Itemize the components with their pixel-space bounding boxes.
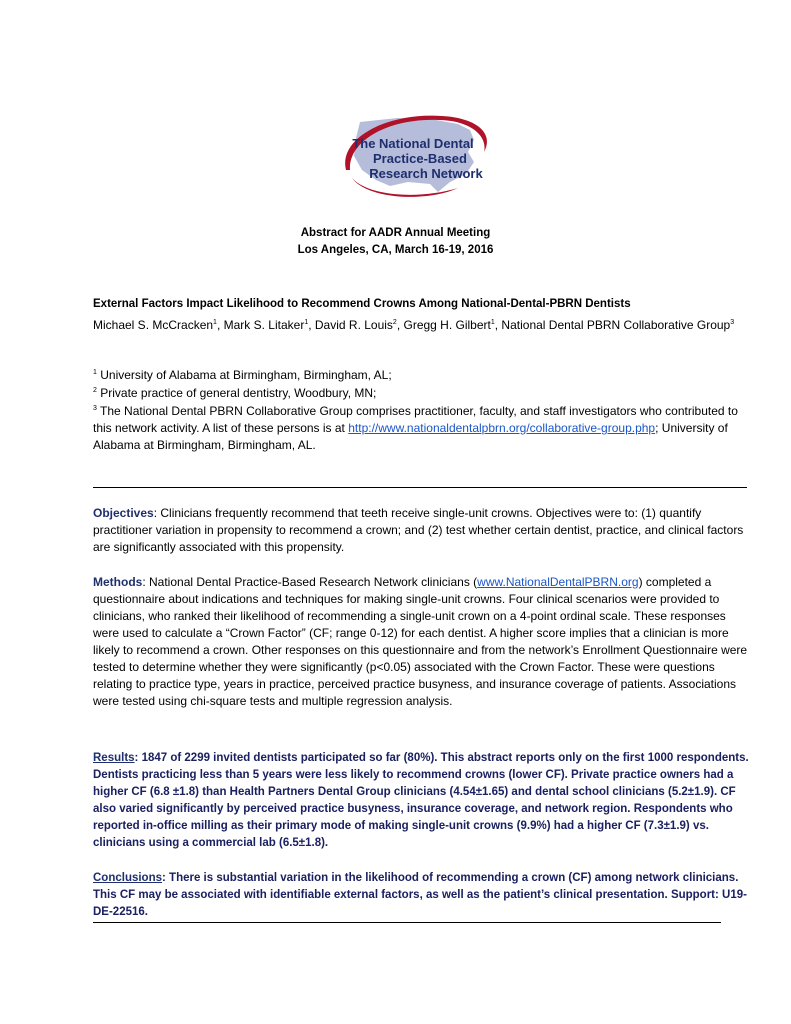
bottom-divider	[93, 922, 721, 923]
conclusions-label: Conclusions	[93, 872, 163, 884]
author-affil-mark: 1	[304, 319, 309, 326]
logo-line-2: Practice-Based	[373, 151, 467, 166]
results-label: Results	[93, 752, 135, 764]
objectives-text: : Clinicians frequently recommend that teeth receive single-unit crowns. Objectives were to: (1) quantify practitioner variation in propensity to recommend a crown; and (2) test whether certain dentist, practice, and clinical factors are significantly associated with this propensity.	[93, 506, 744, 554]
affiliation-2	[93, 382, 758, 402]
author-name: , David R. Louis	[308, 318, 393, 332]
results-section	[93, 750, 753, 852]
objectives-label: Objectives	[93, 506, 154, 520]
author-name: Michael S. McCracken	[93, 318, 214, 332]
abstract-title: External Factors Impact Likelihood to Recommend Crowns Among National-Dental-PBRN Dentists	[93, 298, 631, 310]
pbrn-website-link[interactable]: www.NationalDentalPBRN.org	[477, 575, 639, 589]
collaborative-group-link[interactable]: http://www.nationaldentalpbrn.org/collaborative-group.php	[348, 421, 656, 435]
affil-number: 3	[93, 405, 97, 412]
author-affil-mark: 3	[730, 319, 735, 326]
author-name: , National Dental PBRN Collaborative Group	[494, 318, 731, 332]
affil-text: University of Alabama at Birmingham, Birmingham, AL;	[96, 368, 392, 382]
meeting-location-date: Los Angeles, CA, March 16-19, 2016	[297, 244, 494, 256]
conclusions-text: : There is substantial variation in the likelihood of recommending a crown (CF) among network clinicians. This CF may be associated with identifiable external factors, as well as the patient’s clinical presentation. Support: U19-DE-22516.	[93, 872, 747, 918]
affil-text: Private practice of general dentistry, Woodbury, MN;	[96, 386, 377, 400]
author-name: , Mark S. Litaker	[216, 318, 305, 332]
author-affil-mark: 2	[392, 319, 397, 326]
conclusions-section	[93, 870, 753, 921]
methods-label: Methods	[93, 575, 143, 589]
section-divider	[93, 487, 747, 488]
results-text: : 1847 of 2299 invited dentists participated so far (80%). This abstract reports only on the first 1000 respondents. Dentists practicing less than 5 years were less likely to recommend crowns (lower CF). Private practice owners had a higher CF (6.8 ±1.8) than Health Partners Dental Group clinicians (4.54±1.65) and dental school clinicians (5.2±1.9). CF also varied significantly by perceived practice busyness, insurance coverage, and network region. Respondents who reported in-office milling as their primary mode of making single-unit crowns (9.9%) had a higher CF (7.3±1.9) vs. clinicians using a commercial lab (6.5±1.8).	[93, 752, 749, 849]
methods-text: : National Dental Practice-Based Research Network clinicians (	[142, 575, 478, 589]
meeting-title: Abstract for AADR Annual Meeting	[300, 227, 491, 239]
author-name: , Gregg H. Gilbert	[396, 318, 491, 332]
affil-text-end: ; University of Alabama at Birmingham, Birmingham, AL.	[93, 421, 728, 452]
affiliation-3	[93, 400, 758, 454]
logo-line-1: The National Dental	[352, 136, 474, 151]
logo-wordmark	[338, 136, 488, 181]
logo-line-3: Research Network	[369, 166, 483, 181]
author-affil-mark: 1	[490, 319, 495, 326]
methods-text-cont: ) completed a questionnaire about indications and techniques for making single-unit crowns. Four clinical scenarios were provided to clinicians, who ranked their likelihood of recommending a single-unit crown on a 4-point ordinal scale. These responses were used to calculate a “Crown Factor” (CF; range 0-12) for each dentist. A higher score implies that a clinician is more likely to recommend a crown. Other responses on this questionnaire and from the network’s Enrollment Questionnaire were tested to determine whether they were significantly (p<0.05) associated with the Crown Factor. These were questions relating to practice type, years in practice, perceived practice busyness, and insurance coverage of patients. Associations were tested using chi-square tests and multiple regression analysis.	[93, 575, 748, 708]
objectives-section	[93, 505, 753, 556]
network-logo	[338, 108, 488, 200]
affiliation-1	[93, 364, 758, 384]
affil-text: The National Dental PBRN Collaborative Group comprises practitioner, faculty, and staff investigators who contributed to this network activity. A list of these persons is at	[93, 404, 738, 435]
affil-number: 1	[93, 369, 97, 376]
author-affil-mark: 1	[213, 319, 217, 326]
methods-section	[93, 574, 753, 710]
author-list	[93, 314, 743, 334]
affil-number: 2	[93, 387, 97, 394]
